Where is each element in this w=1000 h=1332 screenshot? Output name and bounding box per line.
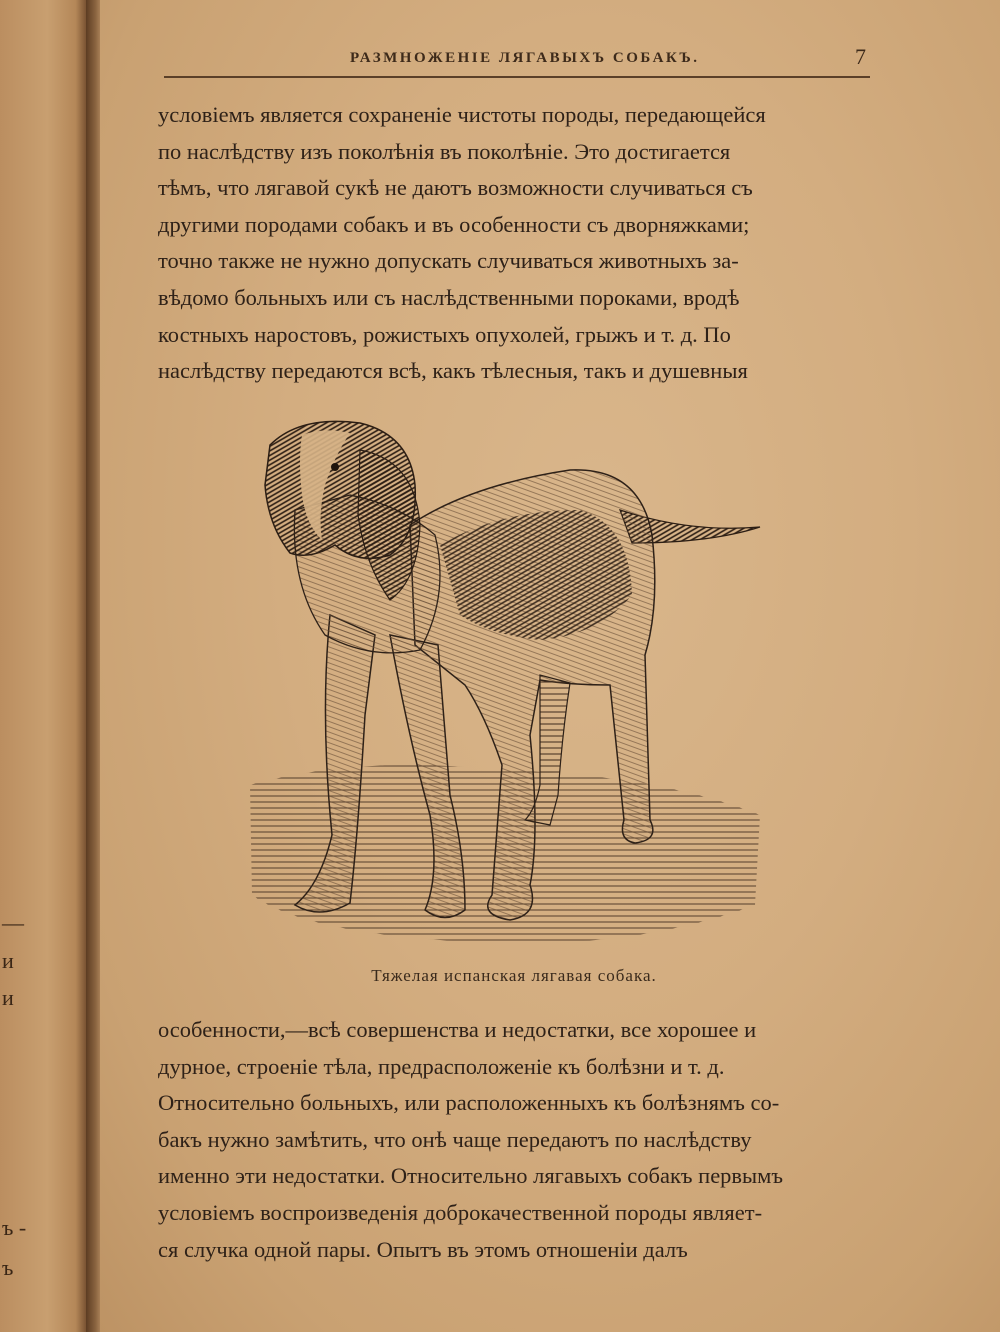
text-line: по наслѣдству изъ поколѣнія въ поколѣніе. Это достигается (158, 138, 731, 164)
left-page-fragment: — (2, 910, 24, 935)
text-line: особенности,—всѣ совершенства и недостатки, все хорошее и (158, 1017, 757, 1042)
text-line: условіемъ воспроизведенія доброкачественной породы являет- (158, 1199, 763, 1225)
paragraph-top (158, 97, 870, 390)
book-page (100, 0, 1000, 1332)
left-page-fragment: ъ (2, 1255, 14, 1280)
page-header (164, 44, 870, 78)
text-line: другими породами собакъ и въ особенности съ дворняжками; (158, 211, 750, 237)
left-page-edge (0, 0, 86, 1332)
text-line: вѣдомо больныхъ или съ наслѣдственными пороками, вродѣ (158, 284, 740, 310)
text-line: именно эти недостатки. Относительно лягавыхъ собакъ первымъ (158, 1163, 784, 1189)
page-number: 7 (855, 44, 866, 69)
text-line: условіемъ является сохраненіе чистоты породы, передающейся (158, 102, 766, 127)
text-line: дурное, строеніе тѣла, предрасположеніе къ болѣзни и т. д. (158, 1053, 725, 1079)
left-page-fragment: и (2, 948, 14, 973)
text-line: точно также не нужно допускать случиваться животныхъ за- (158, 248, 739, 274)
text-line: ся случка одной пары. Опытъ въ этомъ отношеніи далъ (158, 1236, 688, 1262)
left-page-fragment: и (2, 985, 14, 1010)
left-page-fragment: ъ - (2, 1215, 27, 1240)
dog-engraving (240, 415, 770, 955)
figure-caption: Тяжелая испанская лягавая собака. (371, 966, 657, 985)
text-line: наслѣдству передаются всѣ, какъ тѣлесныя, такъ и душевныя (158, 358, 748, 384)
text-line: Относительно больныхъ, или расположенныхъ къ болѣзнямъ со- (158, 1090, 780, 1116)
text-line: тѣмъ, что лягавой сукѣ не даютъ возможности случиваться съ (158, 175, 753, 201)
paragraph-bottom (158, 1012, 870, 1268)
text-line: бакъ нужно замѣтить, что онѣ чаще передаютъ по наслѣдству (158, 1126, 752, 1152)
dog-eye (331, 463, 339, 471)
text-line: костныхъ наростовъ, рожистыхъ опухолей, грыжъ и т. д. По (158, 321, 731, 347)
running-title: РАЗМНОЖЕНІЕ ЛЯГАВЫХЪ СОБАКЪ. (350, 50, 700, 66)
